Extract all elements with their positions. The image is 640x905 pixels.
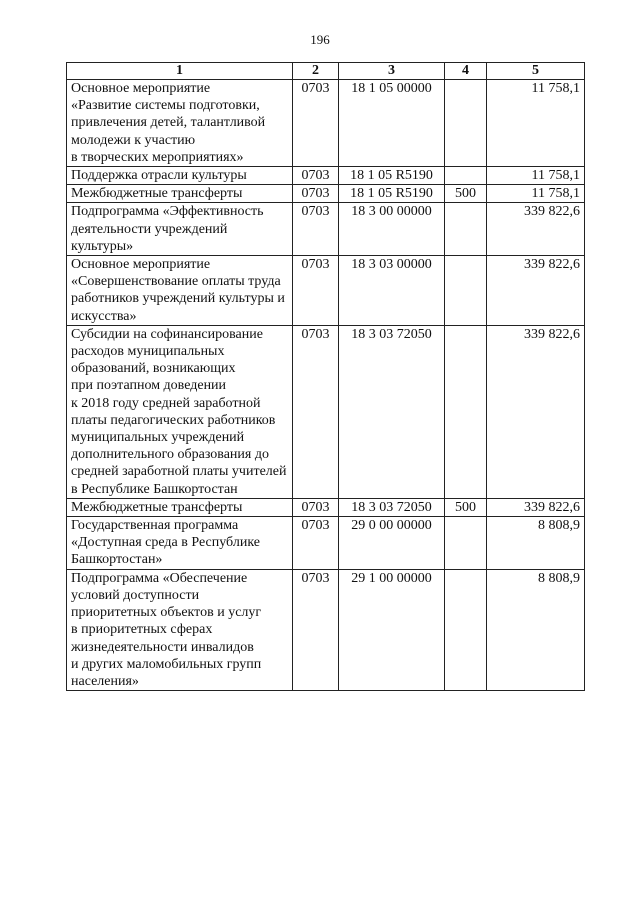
page-number: 196 <box>310 32 330 47</box>
table-row <box>67 203 585 256</box>
row-name: Межбюджетные трансферты <box>67 498 293 516</box>
header-col-2: 2 <box>293 63 339 80</box>
table-row <box>67 498 585 516</box>
header-col-1: 1 <box>67 63 293 80</box>
budget-table <box>66 62 585 691</box>
row-amount: 339 822,6 <box>487 325 585 498</box>
row-code: 29 0 00 00000 <box>339 517 445 570</box>
table-row <box>67 80 585 167</box>
table-row <box>67 185 585 203</box>
row-type <box>445 167 487 185</box>
row-amount: 11 758,1 <box>487 185 585 203</box>
row-name: Государственная программа «Доступная среда в Республике Башкортостан» <box>67 517 293 570</box>
row-section: 0703 <box>293 167 339 185</box>
row-section: 0703 <box>293 256 339 326</box>
row-code: 18 1 05 R5190 <box>339 167 445 185</box>
row-name: Субсидии на софинансирование расходов муниципальных образований, возникающих при поэтапном доведении к 2018 году средней заработной платы педагогических работников муниципальных учреждений дополнительного образования до средней заработной платы учителей в Республике Башкортостан <box>67 325 293 498</box>
header-col-4: 4 <box>445 63 487 80</box>
row-amount: 8 808,9 <box>487 569 585 690</box>
row-name: Межбюджетные трансферты <box>67 185 293 203</box>
row-section: 0703 <box>293 569 339 690</box>
row-type <box>445 256 487 326</box>
row-section: 0703 <box>293 517 339 570</box>
row-section: 0703 <box>293 80 339 167</box>
row-name: Подпрограмма «Эффективность деятельности учреждений культуры» <box>67 203 293 256</box>
row-name: Основное мероприятие «Совершенствование оплаты труда работников учреждений культуры и искусства» <box>67 256 293 326</box>
row-code: 18 3 03 72050 <box>339 498 445 516</box>
table-row <box>67 517 585 570</box>
row-type <box>445 80 487 167</box>
table-row <box>67 256 585 326</box>
table-row <box>67 325 585 498</box>
table-header-row <box>67 63 585 80</box>
table-row <box>67 569 585 690</box>
row-type <box>445 517 487 570</box>
row-code: 18 3 00 00000 <box>339 203 445 256</box>
row-type <box>445 325 487 498</box>
row-section: 0703 <box>293 203 339 256</box>
row-section: 0703 <box>293 498 339 516</box>
row-amount: 339 822,6 <box>487 256 585 326</box>
row-type <box>445 569 487 690</box>
row-section: 0703 <box>293 325 339 498</box>
row-type: 500 <box>445 498 487 516</box>
table-row <box>67 167 585 185</box>
row-amount: 11 758,1 <box>487 167 585 185</box>
row-code: 29 1 00 00000 <box>339 569 445 690</box>
row-code: 18 1 05 R5190 <box>339 185 445 203</box>
row-type <box>445 203 487 256</box>
header-col-3: 3 <box>339 63 445 80</box>
row-code: 18 3 03 00000 <box>339 256 445 326</box>
row-name: Поддержка отрасли культуры <box>67 167 293 185</box>
row-code: 18 1 05 00000 <box>339 80 445 167</box>
row-amount: 339 822,6 <box>487 498 585 516</box>
row-type: 500 <box>445 185 487 203</box>
row-name: Подпрограмма «Обеспечение условий доступности приоритетных объектов и услуг в приоритетных сферах жизнедеятельности инвалидов и других маломобильных групп населения» <box>67 569 293 690</box>
row-amount: 8 808,9 <box>487 517 585 570</box>
row-code: 18 3 03 72050 <box>339 325 445 498</box>
row-amount: 11 758,1 <box>487 80 585 167</box>
header-col-5: 5 <box>487 63 585 80</box>
row-name: Основное мероприятие «Развитие системы подготовки, привлечения детей, талантливой молодежи к участию в творческих мероприятиях» <box>67 80 293 167</box>
row-amount: 339 822,6 <box>487 203 585 256</box>
row-section: 0703 <box>293 185 339 203</box>
